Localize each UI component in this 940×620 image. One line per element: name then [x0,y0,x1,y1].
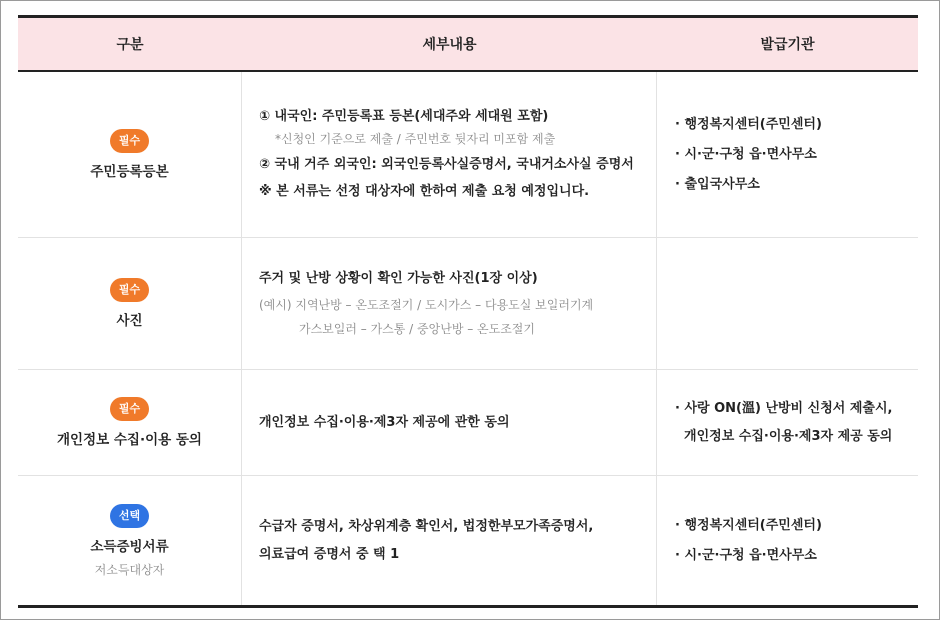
details-cell [242,238,657,369]
table-row [18,476,918,608]
details-cell [242,370,657,475]
category-subtitle: 저소득대상자 [94,562,165,577]
detail-note: *신청인 기준으로 제출 / 주민번호 뒷자리 미포함 제출 [275,132,556,146]
detail-line: 의료급여 증명서 중 택 1 [259,546,400,562]
details-cell [242,72,657,237]
detail-line: 개인정보 수집·이용·제3자 제공에 관한 동의 [259,414,510,430]
issuer-item: 개인정보 수집·이용·제3자 제공 동의 [675,428,893,444]
issuer-item: · 시·군·구청 읍·면사무소 [675,547,817,563]
issuer-item: · 출입국사무소 [675,176,760,192]
required-badge: 필수 [110,278,149,302]
detail-example: (예시) 지역난방 – 온도조절기 / 도시가스 – 다용도실 보일러기계 [259,297,594,312]
header-category: 구분 [116,37,144,53]
required-documents-table [18,15,918,608]
detail-line: ② 국내 거주 외국인: 외국인등록사실증명서, 국내거소사실 증명서 [259,157,634,172]
header-issuer: 발급기관 [760,37,815,53]
category-name: 사진 [116,313,143,329]
optional-badge: 선택 [110,504,149,528]
table-row [18,238,918,370]
category-name: 소득증빙서류 [90,538,169,555]
issuer-cell [657,476,918,605]
detail-line: ① 내국인: 주민등록표 등본(세대주와 세대원 포함) [259,109,549,124]
category-cell [18,370,242,475]
header-details: 세부내용 [422,37,477,53]
issuer-cell [657,370,918,475]
category-cell [18,476,242,605]
table-row [18,72,918,238]
issuer-item: · 시·군·구청 읍·면사무소 [675,146,817,162]
detail-notice: ※ 본 서류는 선정 대상자에 한하여 제출 요청 예정입니다. [259,184,590,199]
category-cell [18,238,242,369]
issuer-item: · 행정복지센터(주민센터) [675,116,822,132]
detail-line: 수급자 증명서, 차상위계층 확인서, 법정한부모가족증명서, [259,518,594,534]
table-header [18,15,918,72]
category-cell [18,72,242,237]
required-badge: 필수 [110,129,149,153]
issuer-item: · 사랑 ON(溫) 난방비 신청서 제출시, [675,400,893,416]
category-name: 주민등록등본 [90,164,169,180]
details-cell [242,476,657,605]
detail-example: 가스보일러 – 가스통 / 중앙난방 – 온도조절기 [299,321,535,336]
category-name: 개인정보 수집·이용 동의 [57,432,202,448]
issuer-cell [657,238,918,369]
issuer-item: · 행정복지센터(주민센터) [675,517,822,533]
required-badge: 필수 [110,397,149,421]
table-row [18,370,918,476]
issuer-cell [657,72,918,237]
detail-line: 주거 및 난방 상황이 확인 가능한 사진(1장 이상) [259,270,538,286]
